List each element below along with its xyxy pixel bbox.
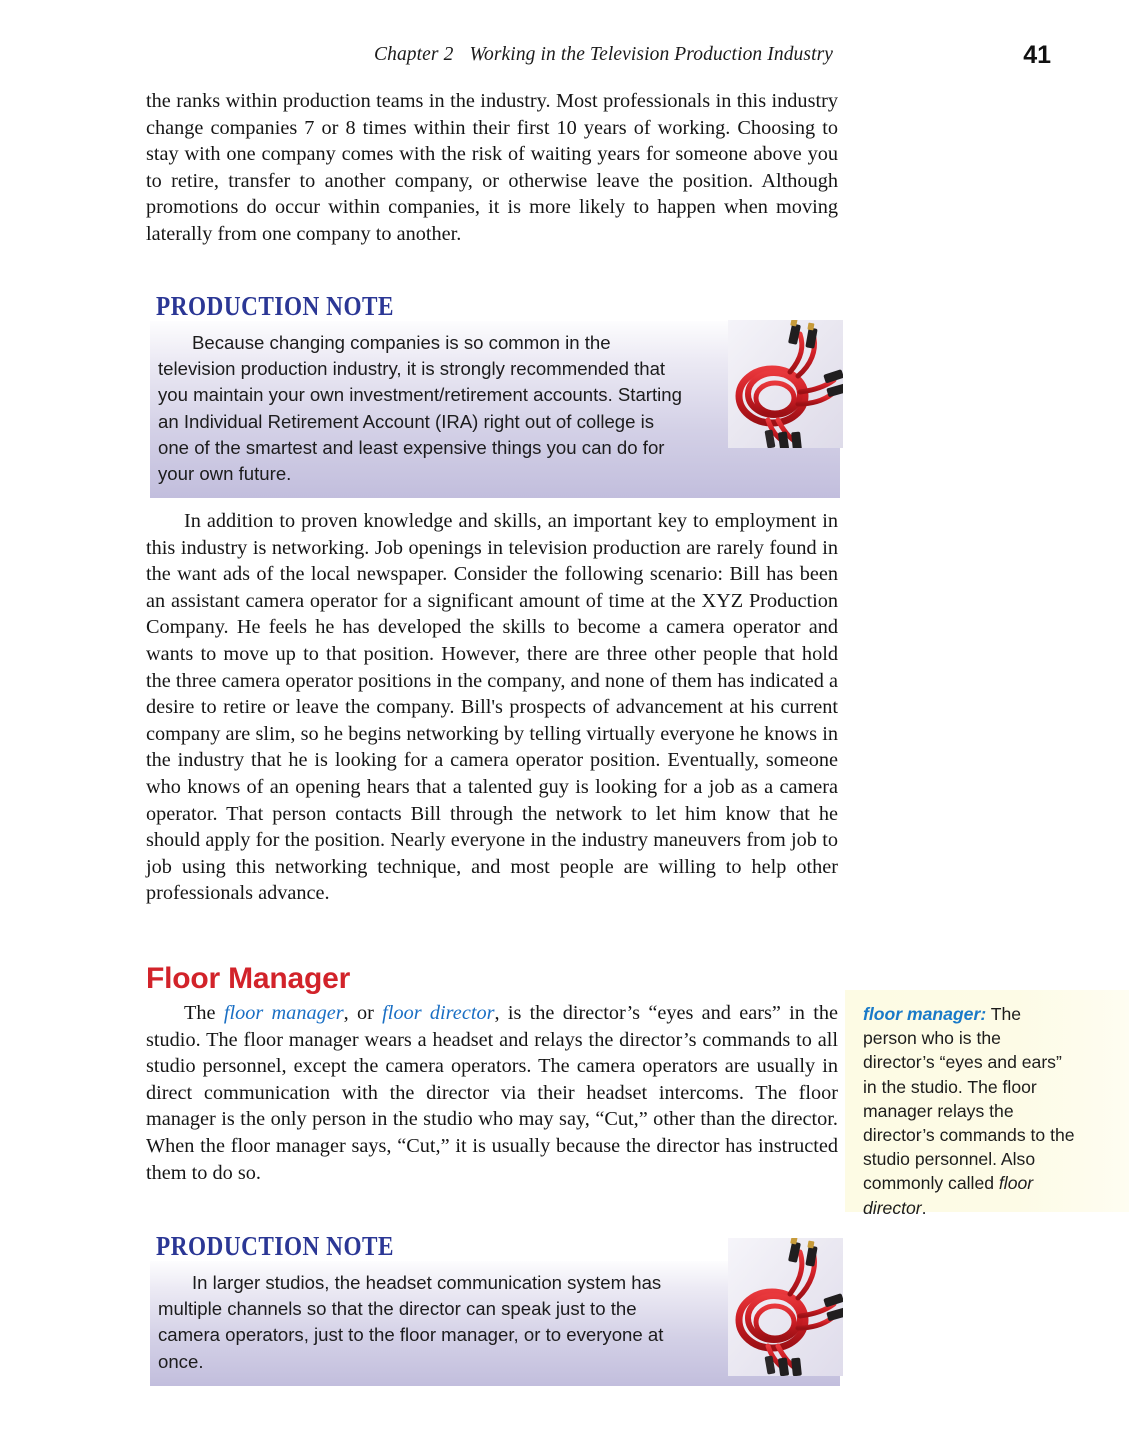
- production-note-2-heading: PRODUCTION NOTE: [156, 1231, 395, 1261]
- glossary-definition-period: .: [921, 1197, 927, 1218]
- section-paragraph: [146, 1000, 838, 1186]
- section-paragraph-container: [146, 1000, 838, 1186]
- red-audio-cables-photo-1: [728, 320, 843, 448]
- body-paragraph-1: the ranks within production teams in the industry. Most professionals in this industry change companies 7 or 8 times within their first 10 years of working. Choosing to stay with one company comes with the risk of waiting years for someone above you to retire, transfer to another company, or otherwise leave the position. Although promotions do occur within companies, it is more likely to happen when moving laterally from one company to another.: [146, 90, 838, 245]
- production-note-1: [150, 291, 840, 498]
- red-audio-cables-photo-2: [728, 1238, 843, 1376]
- running-head-chapter: Chapter 2: [374, 44, 454, 65]
- cable-illustration: [728, 1238, 843, 1376]
- glossary-definition-alt-term: floor director: [863, 1173, 1034, 1218]
- body-paragraph-1-container: [146, 88, 838, 248]
- glossary-definition-text: The person who is the director’s “eyes and ears” in the studio. The floor manager relays the director’s commands to the studio personnel. Also commonly called: [863, 1004, 1075, 1194]
- glossary-definition: [863, 1002, 1075, 1220]
- glossary-sidebar: [845, 990, 1129, 1218]
- running-head: [146, 41, 1089, 72]
- glossary-term: floor manager:: [863, 1004, 987, 1024]
- section-paragraph-lead: The: [184, 1002, 224, 1024]
- glossary-term-inline-1: floor manager: [223, 1002, 344, 1024]
- production-note-2-text: In larger studios, the headset communication system has multiple channels so that the director can speak just to the camera operators, just to the floor manager, or to everyone at once.: [158, 1272, 664, 1372]
- cable-illustration: [728, 320, 843, 448]
- running-head-title: Working in the Television Production Industry: [469, 44, 834, 65]
- production-note-1-text: Because changing companies is so common in the television production industry, it is strongly recommended that you maintain your own investment/retirement accounts. Starting an Individual Retirement Account (IRA) right out of college is one of the smartest and least expensive things you can do for your own future.: [158, 332, 682, 485]
- body-paragraph-2-container: [146, 508, 838, 907]
- production-note-1-heading: PRODUCTION NOTE: [156, 291, 395, 321]
- section-paragraph-rest: , is the director’s “eyes and ears” in the studio. The floor manager wears a headset and relays the director’s commands to all studio personnel, except the camera operators. The camera operators are usually in direct communication with the director via their headset intercoms. The floor manager is the only person in the studio who may say, “Cut,” other than the director. When the floor manager says, “Cut,” it is usually because the director has instructed them to do so.: [146, 1002, 838, 1184]
- running-head-text: [374, 44, 833, 66]
- page-number: 41: [1023, 41, 1051, 69]
- body-paragraph-2: In addition to proven knowledge and skills, an important key to employment in this industry is networking. Job openings in television production are rarely found in the want ads of the local newspaper. Consider the following scenario: Bill has been an assistant camera operator for a significant amount of time at the XYZ Production Company. He feels he has developed the skills to become a camera operator and wants to move up to that position. However, there are three other people that hold the three camera operator positions in the company, and none of them has indicated a desire to retire or leave the company. Bill's prospects of advancement at his current company are slim, so he begins networking by telling virtually everyone he knows in the industry that he is looking for a camera operator position. Eventually, someone who knows of an opening hears that a talented guy is looking for a job as a camera operator. That person contacts Bill through the network to let him know that he should apply for the position. Nearly everyone in the industry maneuvers from job to job using this networking technique, and most people are willing to help other professionals advance.: [146, 510, 838, 905]
- section-heading-floor-manager: Floor Manager: [146, 962, 351, 995]
- section-paragraph-mid: , or: [343, 1002, 383, 1024]
- production-note-2: [150, 1231, 840, 1386]
- glossary-term-inline-2: floor director: [382, 1002, 495, 1024]
